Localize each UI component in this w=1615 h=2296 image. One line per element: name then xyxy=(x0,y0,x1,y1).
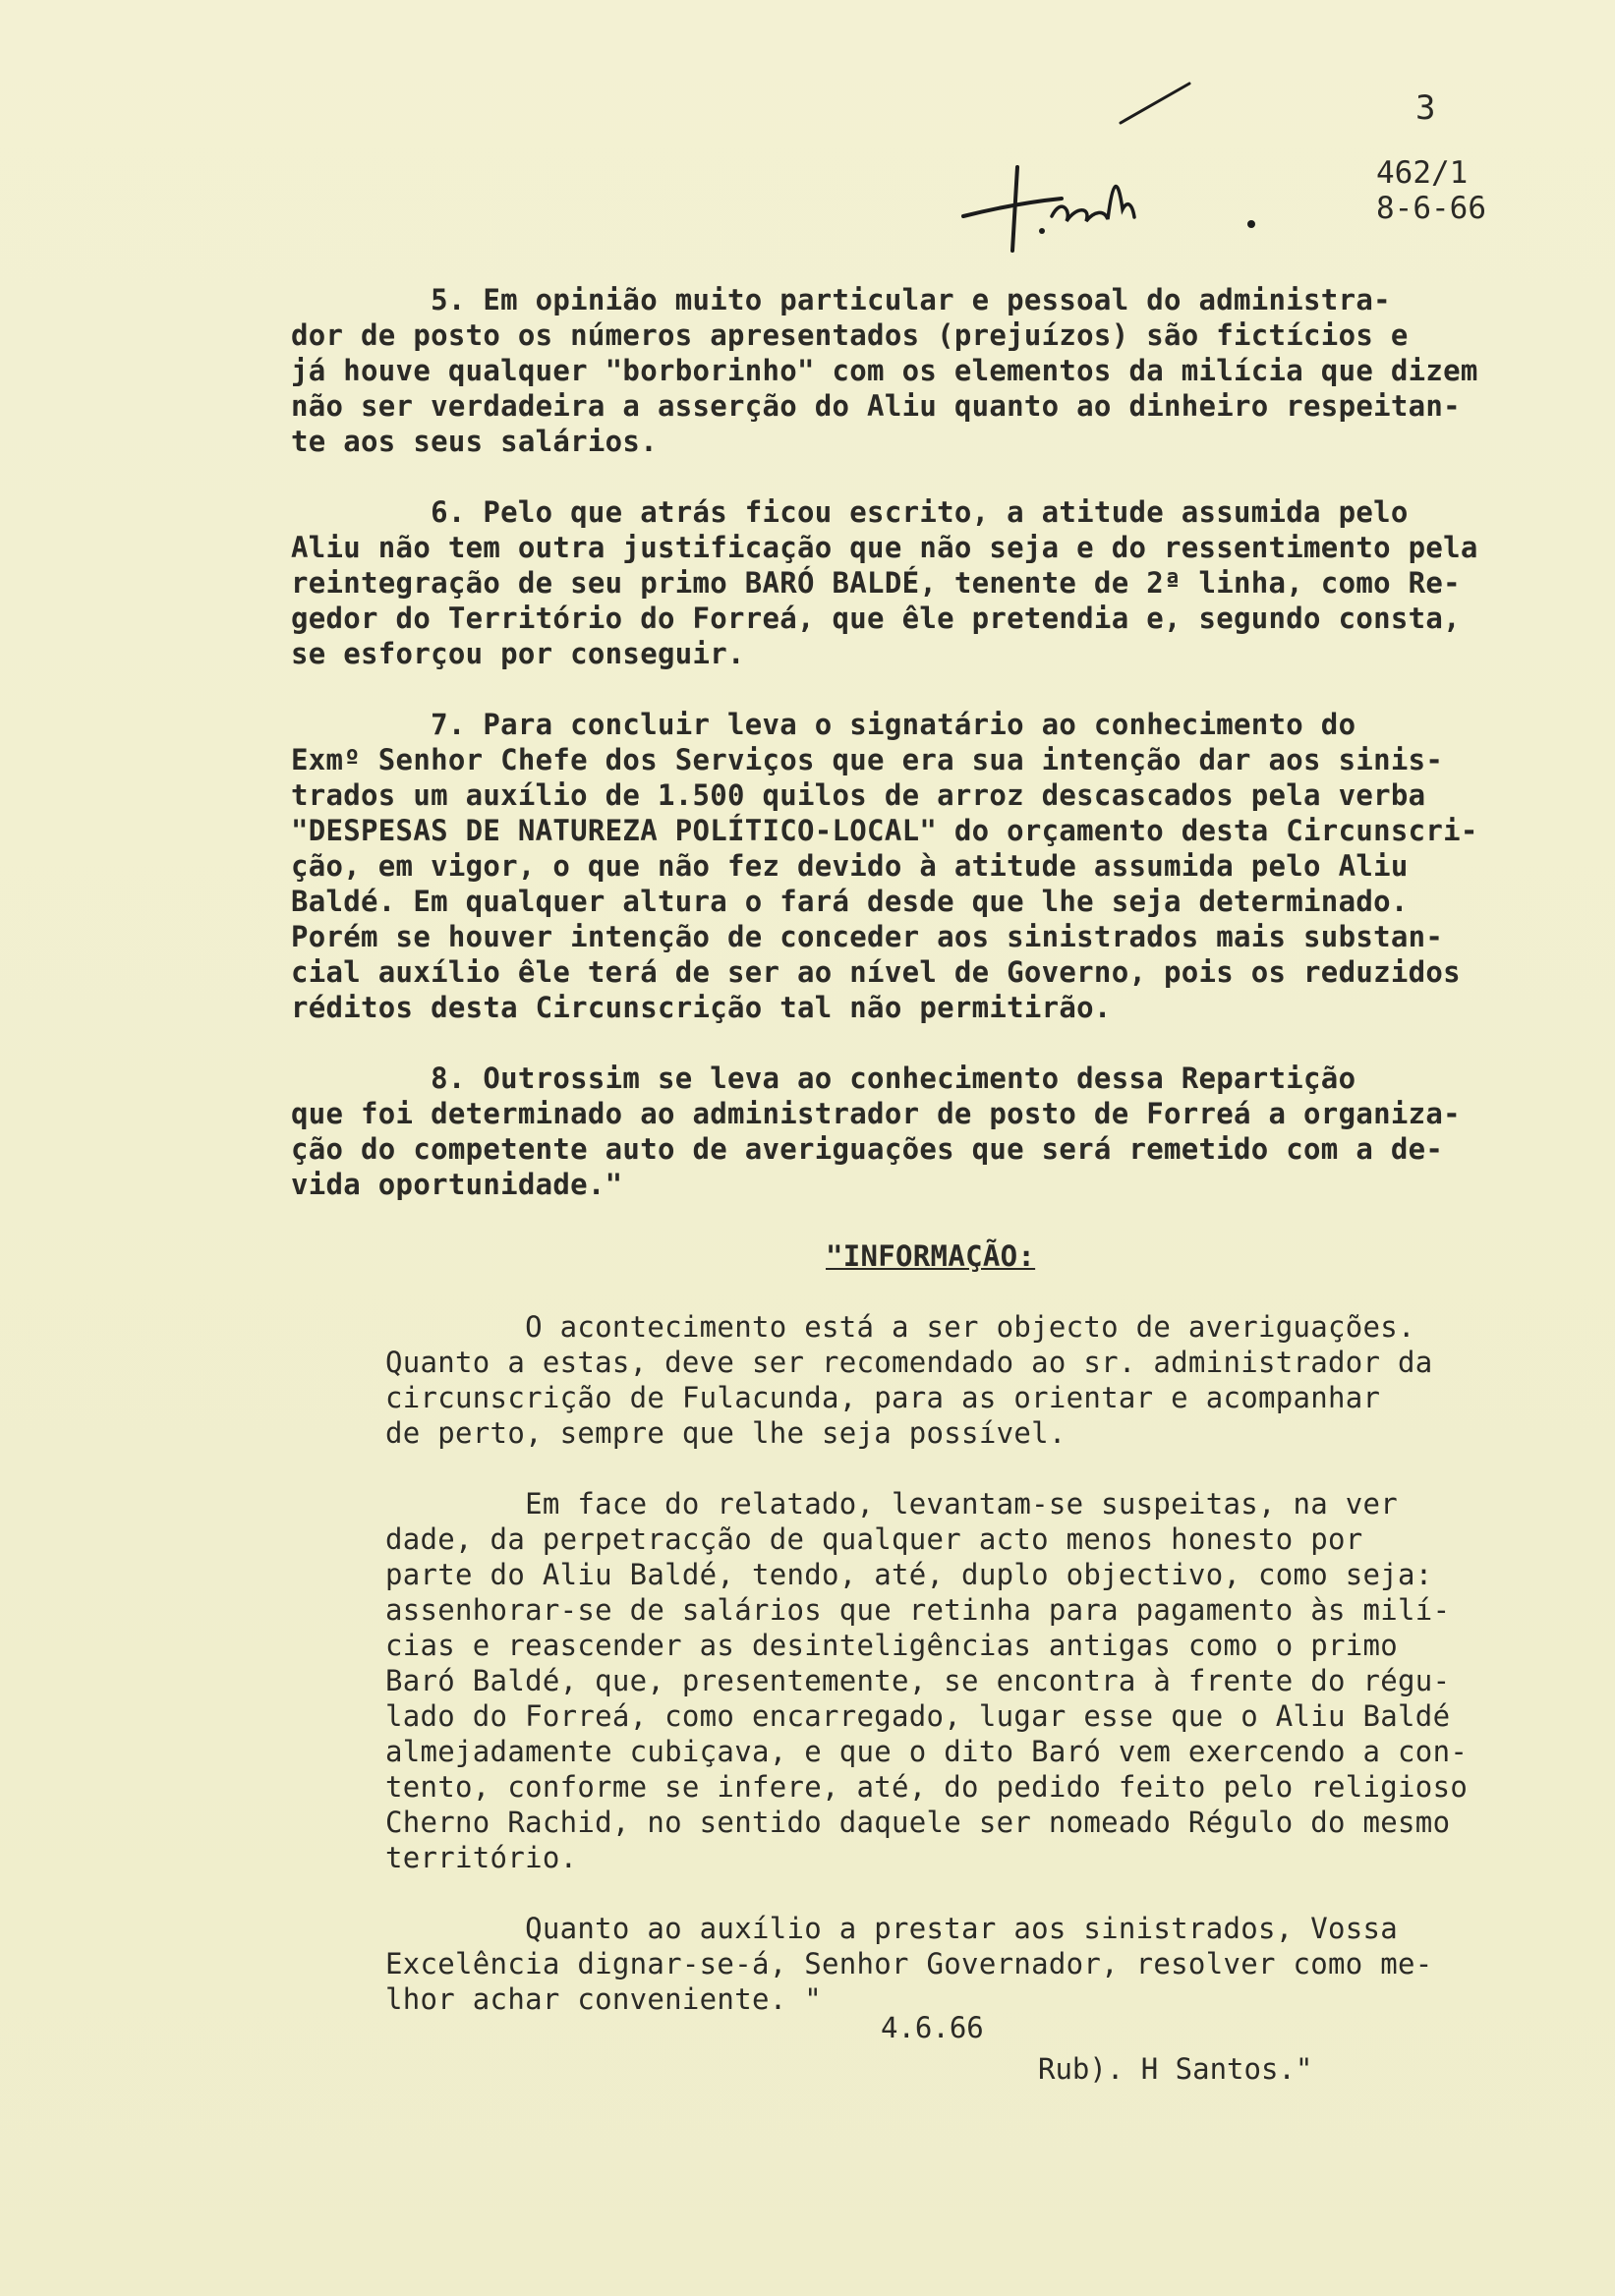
handwritten-initials xyxy=(944,69,1298,265)
reference-number: 462/1 xyxy=(1376,155,1469,191)
closing-date: 4.6.66 xyxy=(881,2011,984,2044)
information-paragraph: Em face do relatado, levantam-se suspeitas, na ver dade, da perpetracção de qualquer acto menos honesto por parte do Aliu Baldé, tendo, até, duplo objectivo, como seja: assenhorar-se de salários que retinha para pagamento às milí- cias e reascender as desinteligências antigas como o primo Baró Baldé, que, presentemente, se encontra à frente do régu- lado do Forreá, como encarregado, lugar esse que o Aliu Baldé almejadamente cubiçava, e que o dito Baró vem exercendo a con- tento, conforme se infere, até, do pedido feito pelo religioso Cherno Rachid, no sentido daquele ser nomeado Régulo do mesmo território. xyxy=(385,1487,1469,1874)
information-heading: "INFORMAÇÃO: xyxy=(826,1239,1036,1273)
information-paragraph: O acontecimento está a ser objecto de averiguações. Quanto a estas, deve ser recomendado ao sr. administrador da circunscrição de Fulacunda, para as orientar e acompanhar de perto, sempre que lhe seja possível. xyxy=(385,1310,1433,1450)
closing-block xyxy=(881,2007,1312,2090)
information-section xyxy=(385,1238,1604,2017)
paragraph-8: 8. Outrossim se leva ao conhecimento dessa Repartição que foi determinado ao administrador de posto de Forreá a organiza- ção do competente auto de averiguações que será remetido com a de- vida oportunidade." xyxy=(291,1062,1461,1201)
report-body xyxy=(291,282,1598,1202)
information-paragraph: Quanto ao auxílio a prestar aos sinistrados, Vossa Excelência dignar-se-á, Senhor Governador, resolver como me- lhor achar conveniente. " xyxy=(385,1912,1433,2016)
paragraph-6: 6. Pelo que atrás ficou escrito, a atitude assumida pelo Aliu não tem outra justificação que não seja e do ressentimento pela reintegração de seu primo BARÓ BALDÉ, tenente de 2ª linha, como Re- gedor do Território do Forreá, que êle pretendia e, segundo consta, se esforçou por conseguir. xyxy=(291,495,1478,670)
closing-signature: Rub). H Santos." xyxy=(1038,2052,1313,2086)
paragraph-5: 5. Em opinião muito particular e pessoal do administra- dor de posto os números apresentados (prejuízos) são fictícios e já houve qualquer "borborinho" com os elementos da milícia que dizem não ser verdadeira a asserção do Aliu quanto ao dinheiro respeitan- te aos seus salários. xyxy=(291,283,1478,458)
reference-block xyxy=(1376,155,1486,226)
paragraph-7: 7. Para concluir leva o signatário ao conhecimento do Exmº Senhor Chefe dos Serviços que era sua intenção dar aos sinis- trados um auxílio de 1.500 quilos de arroz descascados pela verba "DESPESAS DE NATUREZA POLÍTICO-LOCAL" do orçamento desta Circunscri- ção, em vigor, o que não fez devido à atitude assumida pelo Aliu Baldé. Em qualquer altura o fará desde que lhe seja determinado. Porém se houver intenção de conceder aos sinistrados mais substan- cial auxílio êle terá de ser ao nível de Governo, pois os reduzidos réditos desta Circunscrição tal não permitirão. xyxy=(291,708,1478,1024)
page-number: 3 xyxy=(1415,88,1436,128)
reference-date: 8-6-66 xyxy=(1376,191,1486,226)
